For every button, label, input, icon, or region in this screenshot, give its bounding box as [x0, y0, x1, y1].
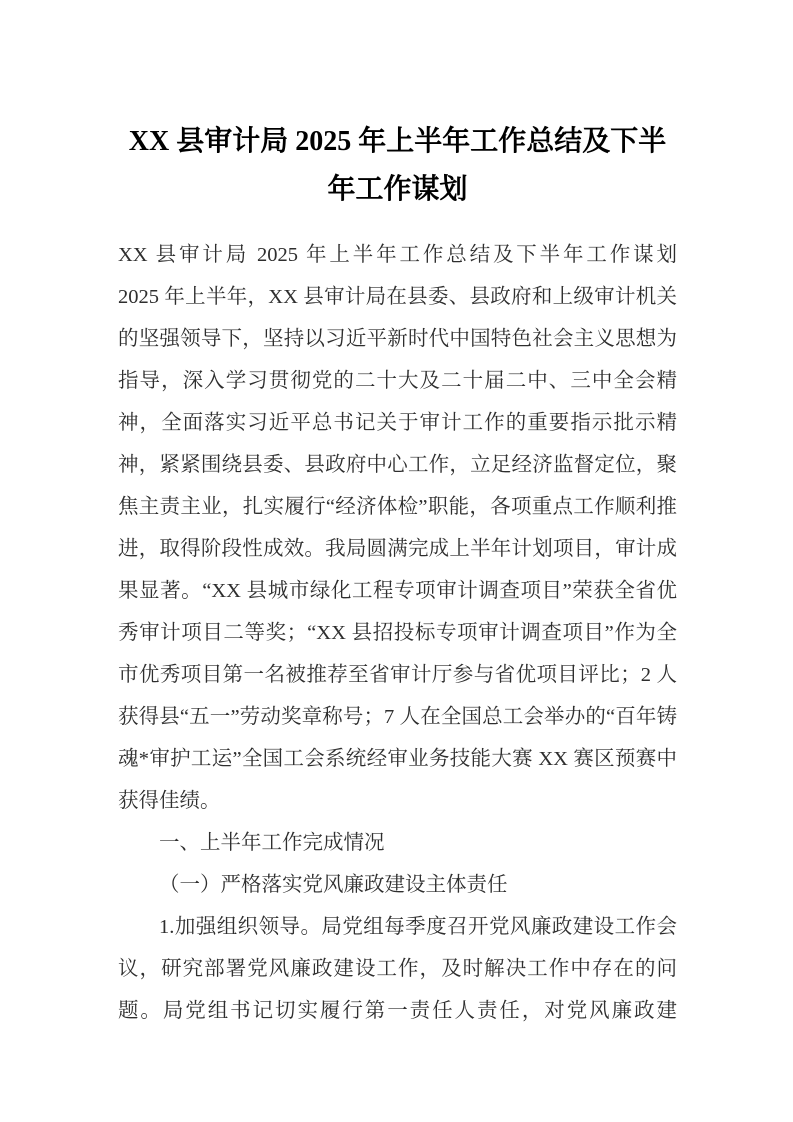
- document-title: XX 县审计局 2025 年上半年工作总结及下半年工作谋划: [128, 126, 667, 205]
- section-heading-first-half-year: 一、上半年工作完成情况: [159, 832, 385, 854]
- body-paragraph-organizational-leadership: 1.加强组织领导。局党组每季度召开党风廉政建设工作会议，研究部署党风廉政建设工作，及时解决工作中存在的问题。局党组书记切实履行第一责任人责任，对党风廉政建: [118, 916, 677, 1022]
- subsection-heading-party-conduct-responsibility: （一）严格落实党风廉政建设主体责任: [159, 874, 508, 896]
- title-repeat-line: XX 县审计局 2025 年上半年工作总结及下半年工作谋划: [118, 244, 677, 266]
- intro-paragraph: 2025 年上半年，XX 县审计局在县委、县政府和上级审计机关的坚强领导下，坚持以习近平新时代中国特色社会主义思想为指导，深入学习贯彻党的二十大及二十届二中、三中全会精神，全面落实习近平总书记关于审计工作的重要指示批示精神，紧紧围绕县委、县政府中心工作，立足经济监督定位，聚焦主责主业，扎实履行“经济体检”职能，各项重点工作顺利推进，取得阶段性成效。我局圆满完成上半年计划项目，审计成果显著。“XX 县城市绿化工程专项审计调查项目”荣获全省优秀审计项目二等奖；“XX 县招投标专项审计调查项目”作为全市优秀项目第一名被推荐至省审计厅参与省优项目评比；2 人获得县“五一”劳动奖章称号；7 人在全国总工会举办的“百年铸魂*审护工运”全国工会系统经审业务技能大赛 XX 赛区预赛中获得佳绩。: [118, 286, 677, 812]
